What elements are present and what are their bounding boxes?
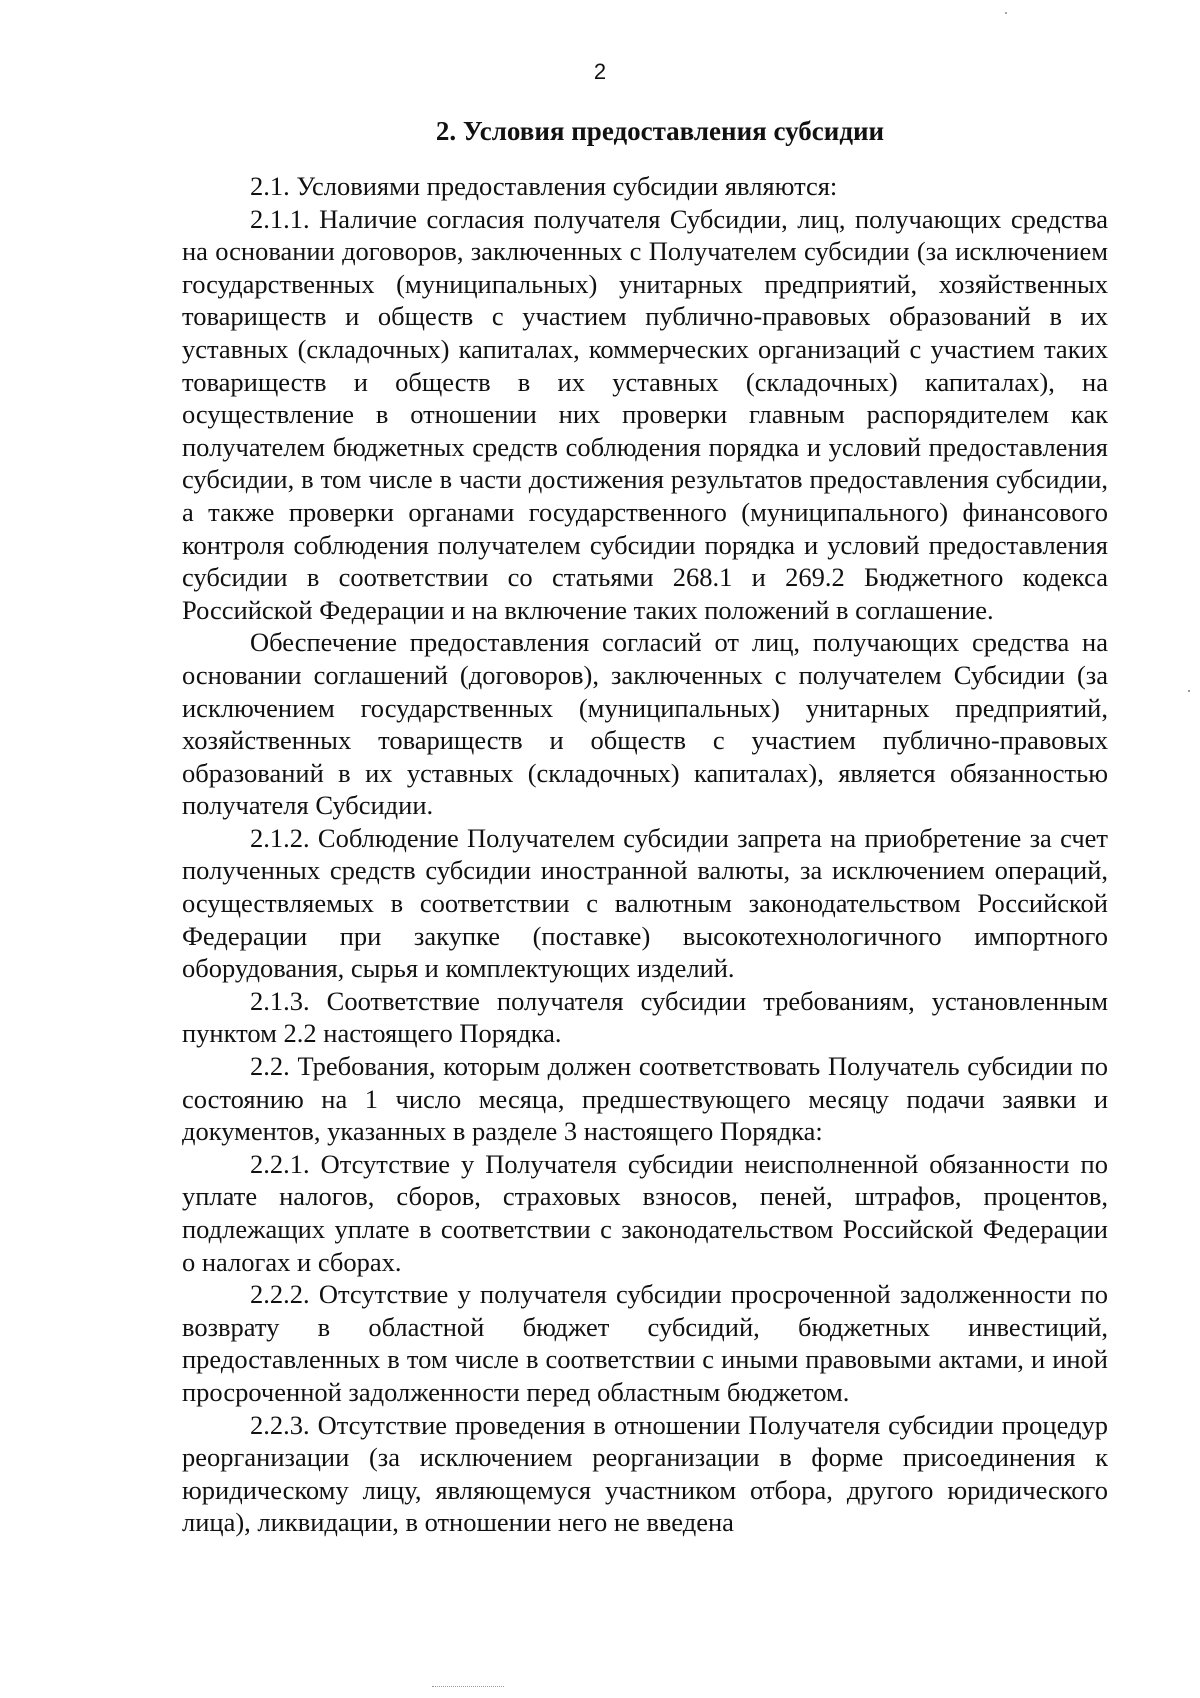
- paragraph-2-1: 2.1. Условиями предоставления субсидии являются:: [250, 171, 838, 201]
- paragraph-consents: Обеспечение предоставления согласий от лиц, получающих средства на основании соглашений (договоров), заключенных с получателем Субсидии (за исключением государственных (муниципальных) унитарных предприятий, хозяйственных товариществ и обществ с участием публично-правовых образований в их уставных (складочных) капиталах), является обязанностью получателя Субсидии.: [182, 627, 1108, 821]
- scan-artifact: [432, 1686, 504, 1690]
- paragraph-2-2-3: 2.2.3. Отсутствие проведения в отношении Получателя субсидии процедур реорганизации (за исключением реорганизации в форме присоединения к юридическому лицу, являющемуся участником отбора, другого юридического лица), ликвидации, в отношении него не введена: [182, 1409, 1108, 1538]
- paragraph-2-1-3: 2.1.3. Соответствие получателя субсидии требованиям, установленным пунктом 2.2 настоящего Порядка.: [182, 985, 1108, 1049]
- scan-speck: [1005, 12, 1007, 14]
- scan-speck: [1188, 690, 1190, 692]
- document-body: [182, 170, 1108, 1539]
- section-heading: 2. Условия предоставления субсидии: [435, 116, 885, 146]
- paragraph-2-1-1: 2.1.1. Наличие согласия получателя Субсидии, лиц, получающих средства на основании договоров, заключенных с Получателем субсидии (за исключением государственных (муниципальных) унитарных предприятий, хозяйственных товариществ и обществ с участием публично-правовых образований в их уставных (складочных) капиталах, коммерческих организаций с участием таких товариществ и обществ в их уставных (складочных) капиталах), на осуществление в отношении них проверки главным распорядителем как получателем бюджетных средств соблюдения порядка и условий предоставления субсидии, в том числе в части достижения результатов предоставления субсидии, а также проверки органами государственного (муниципального) финансового контроля соблюдения получателем субсидии порядка и условий предоставления субсидии в соответствии со статьями 268.1 и 269.2 Бюджетного кодекса Российской Федерации и на включение таких положений в соглашение.: [182, 203, 1108, 625]
- paragraph-2-2-1: 2.2.1. Отсутствие у Получателя субсидии неисполненной обязанности по уплате налогов, сборов, страховых взносов, пеней, штрафов, процентов, подлежащих уплате в соответствии с законодательством Российской Федерации о налогах и сборах.: [182, 1148, 1108, 1277]
- page-number: 2: [593, 59, 607, 84]
- paragraph-2-1-2: 2.1.2. Соблюдение Получателем субсидии запрета на приобретение за счет полученных средств субсидии иностранной валюты, за исключением операций, осуществляемых в соответствии с валютным законодательством Российской Федерации при закупке (поставке) высокотехнологичного импортного оборудования, сырья и комплектующих изделий.: [182, 822, 1108, 984]
- paragraph-2-2-2: 2.2.2. Отсутствие у получателя субсидии просроченной задолженности по возврату в областной бюджет субсидий, бюджетных инвестиций, предоставленных в том числе в соответствии с иными правовыми актами, и иной просроченной задолженности перед областным бюджетом.: [182, 1279, 1108, 1407]
- paragraph-2-2: 2.2. Требования, которым должен соответствовать Получатель субсидии по состоянию на 1 число месяца, предшествующего месяцу подачи заявки и документов, указанных в разделе 3 настоящего Порядка:: [182, 1051, 1108, 1147]
